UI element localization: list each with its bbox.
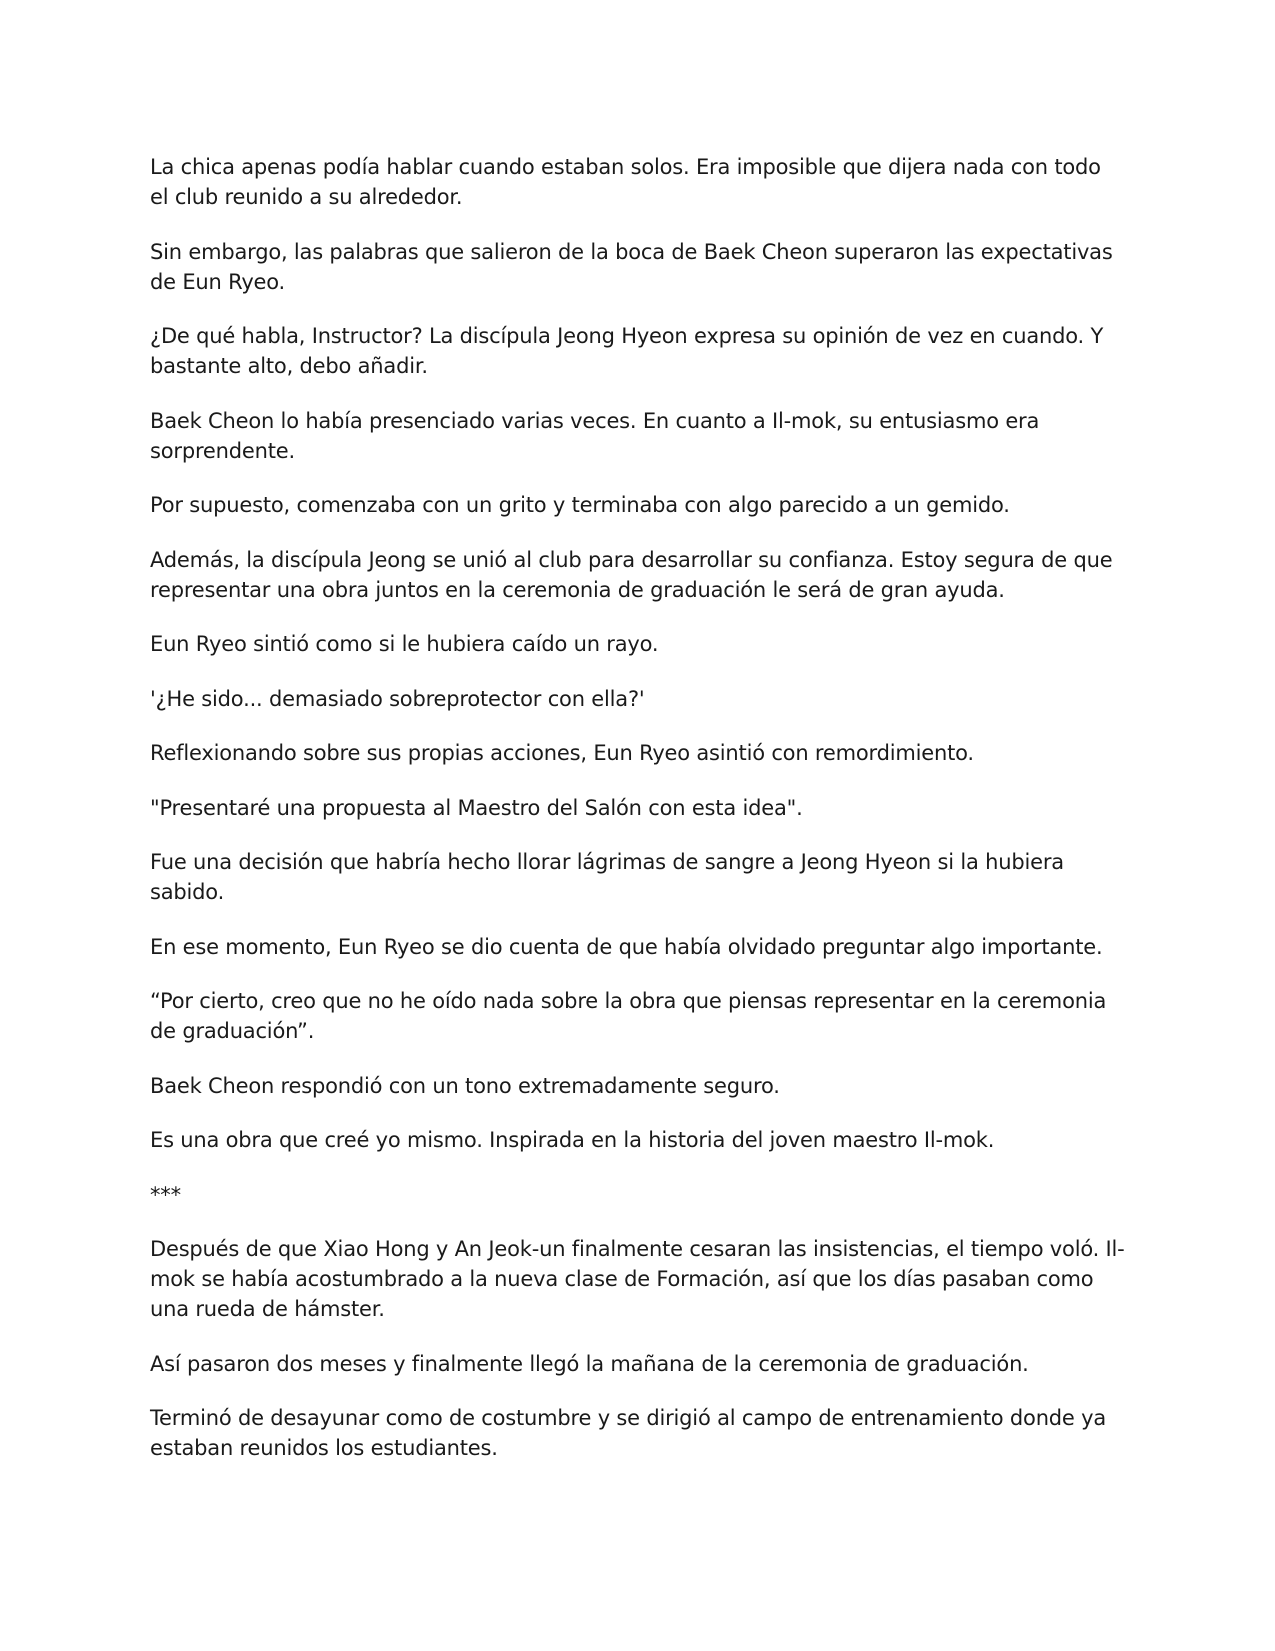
paragraph: Baek Cheon lo había presenciado varias veces. En cuanto a Il-mok, su entusiasmo era sorprendente. [150, 408, 1040, 463]
paragraph: Eun Ryeo sintió como si le hubiera caído un rayo. [150, 632, 659, 656]
document-body [150, 152, 1125, 1488]
paragraph: Así pasaron dos meses y finalmente llegó la mañana de la ceremonia de graduación. [150, 1351, 1029, 1376]
paragraph: ¿De qué habla, Instructor? La discípula Jeong Hyeon expresa su opinión de vez en cuando. Y bastante alto, debo añadir. [150, 324, 1104, 378]
paragraph: Después de que Xiao Hong y An Jeok-un finalmente cesaran las insistencias, el tiempo voló. Il-mok se había acostumbrado a la nueva clase de Formación, así que los días pasaban como una rueda de hámster. [150, 1237, 1125, 1321]
scene-break: *** [150, 1182, 181, 1207]
paragraph: Fue una decisión que habría hecho llorar lágrimas de sangre a Jeong Hyeon si la hubiera sabido. [150, 850, 1064, 904]
paragraph: Además, la discípula Jeong se unió al club para desarrollar su confianza. Estoy segura de que representar una obra juntos en la ceremonia de graduación le será de gran ayuda. [150, 547, 1113, 602]
paragraph: '¿He sido... demasiado sobreprotector con ella?' [150, 686, 645, 711]
paragraph: Es una obra que creé yo mismo. Inspirada en la historia del joven maestro Il-mok. [150, 1128, 995, 1152]
paragraph: "Presentaré una propuesta al Maestro del Salón con esta idea". [150, 795, 803, 820]
paragraph: La chica apenas podía hablar cuando estaban solos. Era imposible que dijera nada con todo el club reunido a su alrededor. [150, 155, 1101, 209]
paragraph: Por supuesto, comenzaba con un grito y terminaba con algo parecido a un gemido. [150, 493, 1010, 517]
paragraph: En ese momento, Eun Ryeo se dio cuenta de que había olvidado preguntar algo importante. [150, 934, 1103, 959]
paragraph: Baek Cheon respondió con un tono extremadamente seguro. [150, 1073, 780, 1098]
paragraph: Terminó de desayunar como de costumbre y se dirigió al campo de entrenamiento donde ya estaban reunidos los estudiantes. [150, 1406, 1107, 1460]
paragraph: Sin embargo, las palabras que salieron de la boca de Baek Cheon superaron las expectativas de Eun Ryeo. [150, 239, 1113, 294]
paragraph: Reflexionando sobre sus propias acciones, Eun Ryeo asintió con remordimiento. [150, 741, 974, 765]
paragraph: “Por cierto, creo que no he oído nada sobre la obra que piensas representar en la ceremonia de graduación”. [150, 989, 1107, 1043]
